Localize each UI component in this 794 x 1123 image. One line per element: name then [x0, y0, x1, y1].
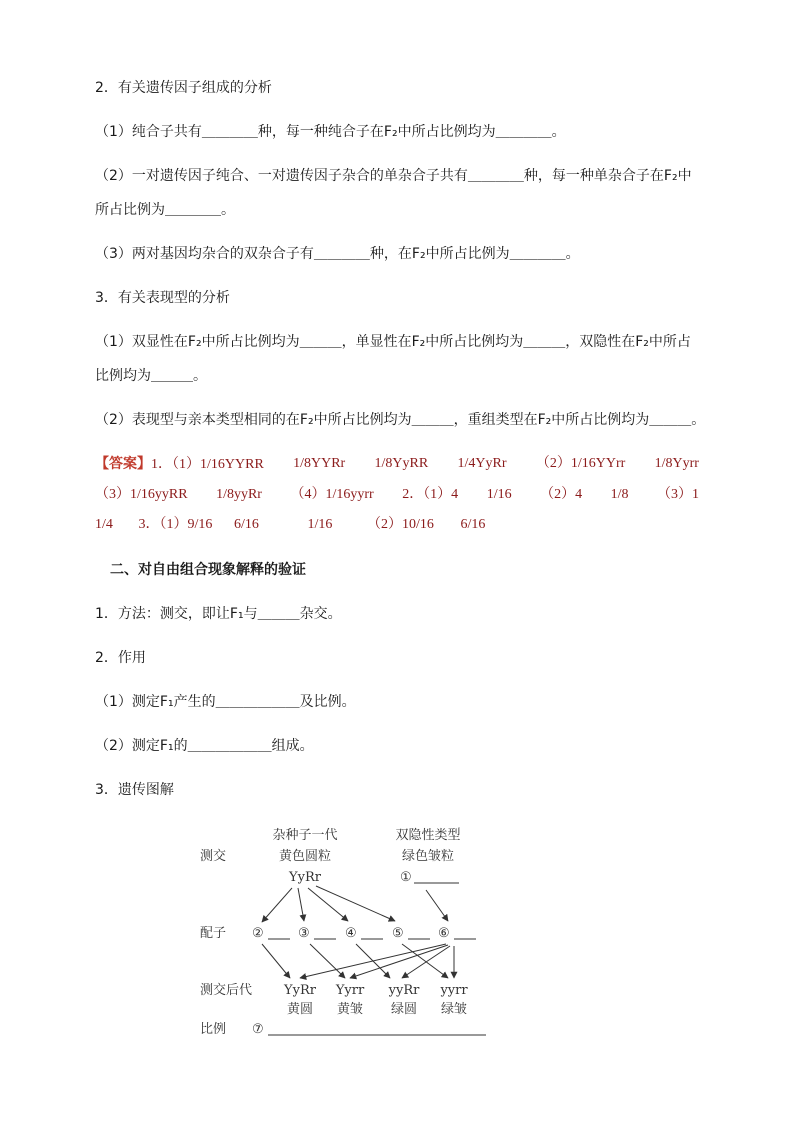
- question-dominance-ratio: （1）双显性在F₂中所占比例均为＿＿＿，单显性在F₂中所占比例均为＿＿＿，双隐性在F₂中所占: [95, 334, 691, 350]
- offspring-genotype-3: yyRr: [388, 983, 420, 998]
- testcross-diagram: [190, 820, 500, 1040]
- answer-item: （3）1: [656, 487, 699, 502]
- answer-item: （4）1/16yyrr: [290, 487, 374, 502]
- offspring-genotype-4: yyrr: [440, 983, 468, 998]
- question-homozygote: （1）纯合子共有＿＿＿＿种，每一种纯合子在F₂中所占比例均为＿＿＿＿。: [95, 124, 566, 140]
- parent1-phenotype: 黄色圆粒: [278, 849, 332, 864]
- offspring-genotype-2: Yyrr: [335, 983, 365, 998]
- answer-item: 1．（1）1/16YYRR: [151, 457, 264, 472]
- answer-item: 6/16: [234, 517, 259, 532]
- parent2-phenotype: 绿色皱粒: [401, 849, 455, 864]
- question-parental-recombinant: （2）表现型与亲本类型相同的在F₂中所占比例均为＿＿＿，重组类型在F₂中所占比例均为＿＿＿。: [95, 412, 706, 428]
- parent1-genotype: YyRr: [289, 870, 321, 885]
- row-label-gametes: 配子: [200, 926, 227, 941]
- ratio-mark: ⑦: [252, 1022, 264, 1037]
- answer-item: 1/4YyRr: [457, 456, 507, 471]
- offspring-phenotype-4: 绿皱: [440, 1002, 468, 1017]
- answer-item: 1/8yyRr: [216, 487, 262, 502]
- answer-row-2: [95, 485, 699, 505]
- answer-item: 3．（1）9/16: [138, 517, 213, 532]
- row-label-testcross: 测交: [200, 849, 227, 864]
- role-title: 2．作用: [95, 650, 146, 666]
- section-title-phenotype-analysis: 3．有关表现型的分析: [95, 290, 230, 306]
- role-gametes: （1）测定F₁产生的＿＿＿＿＿＿及比例。: [95, 694, 356, 710]
- gamete-6: ⑥: [438, 926, 450, 941]
- answer-item: 1/8: [610, 487, 629, 502]
- gamete-5: ⑤: [392, 926, 404, 941]
- offspring-phenotype-1: 黄圆: [286, 1002, 314, 1017]
- question-double-heterozygote: （3）两对基因均杂合的双杂合子有＿＿＿＿种，在F₂中所占比例为＿＿＿＿。: [95, 246, 580, 262]
- answer-item: 2．（1）4: [402, 487, 459, 502]
- part-heading: 二、对自由组合现象解释的验证: [110, 562, 306, 578]
- answer-row-3: [95, 515, 485, 535]
- answer-item: 1/8YYRr: [293, 456, 346, 471]
- question-single-heterozygote-cont: 所占比例为＿＿＿＿。: [95, 202, 235, 218]
- answer-item: （2）4: [540, 487, 583, 502]
- gamete-2: ②: [252, 926, 264, 941]
- parent2-blank-mark: ①: [400, 870, 412, 885]
- offspring-phenotype-2: 黄皱: [336, 1002, 364, 1017]
- gamete-to-offspring-arrows: [262, 944, 454, 978]
- gamete-3: ③: [298, 926, 310, 941]
- gamete-4: ④: [345, 926, 357, 941]
- section-title-genotype-analysis: 2．有关遗传因子组成的分析: [95, 80, 272, 96]
- row-label-offspring: 测交后代: [200, 983, 253, 998]
- answer-item: 1/16: [486, 487, 512, 502]
- answer-tag: 【答案】: [95, 456, 151, 472]
- parent-to-gamete-arrows: [262, 886, 448, 922]
- answer-item: （2）1/16YYrr: [535, 456, 626, 471]
- row-label-ratio: 比例: [200, 1022, 227, 1037]
- question-dominance-ratio-cont: 比例均为＿＿＿。: [95, 368, 207, 384]
- parent1-label: 杂种子一代: [272, 828, 338, 843]
- answer-item: 6/16: [460, 517, 486, 532]
- answer-item: 1/8Yyrr: [654, 456, 699, 471]
- answer-item: 1/16: [307, 517, 333, 532]
- answer-item: 1/8YyRR: [374, 456, 429, 471]
- answer-item: 1/4: [95, 517, 113, 532]
- offspring-genotype-1: YyRr: [284, 983, 316, 998]
- offspring-phenotype-3: 绿圆: [390, 1002, 418, 1017]
- method-line: 1．方法：测交，即让F₁与＿＿＿杂交。: [95, 606, 342, 622]
- answer-item: （2）10/16: [367, 517, 434, 532]
- question-single-heterozygote: （2）一对遗传因子纯合、一对遗传因子杂合的单杂合子共有＿＿＿＿种，每一种单杂合子在F₂中: [95, 168, 692, 184]
- answer-row-1: [95, 454, 699, 475]
- answer-item: （3）1/16yyRR: [95, 487, 188, 502]
- role-genotype: （2）测定F₁的＿＿＿＿＿＿组成。: [95, 738, 314, 754]
- parent2-label: 双隐性类型: [395, 828, 461, 843]
- diagram-title: 3．遗传图解: [95, 782, 174, 798]
